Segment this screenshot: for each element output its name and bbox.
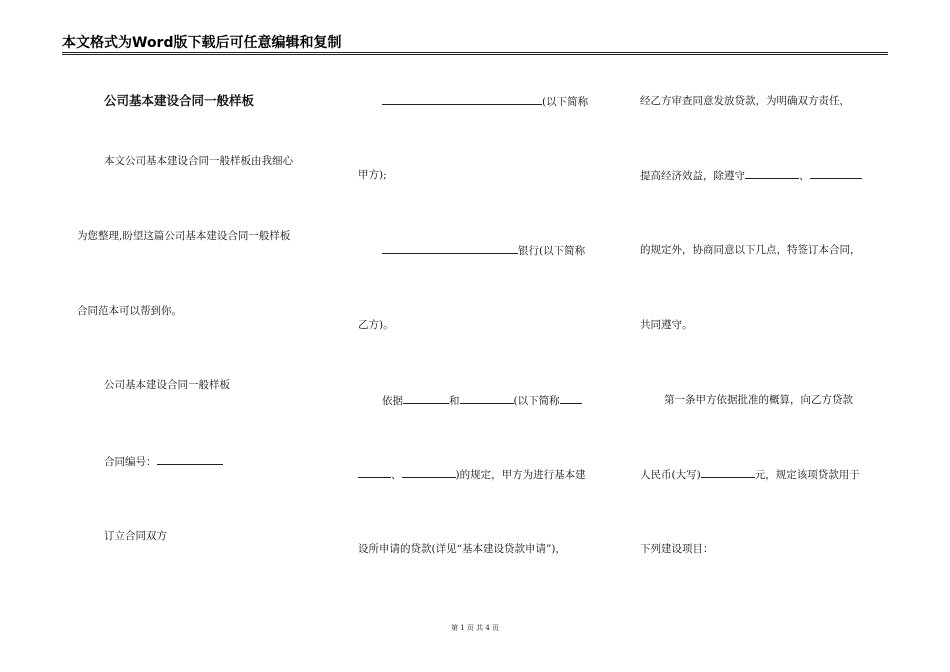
- basis-blank-2: [460, 393, 514, 404]
- contract-number-blank: [157, 454, 223, 465]
- loan-amount-blank: [701, 467, 755, 478]
- loan-amount-line: [640, 467, 860, 482]
- regulation-line: [358, 467, 586, 482]
- regulation-blank-2: [402, 467, 456, 478]
- loan-amount-label: 人民币(大写): [640, 469, 701, 481]
- basis-blank-1: [403, 393, 449, 404]
- compliance-text: 提高经济效益，除遵守: [640, 170, 745, 182]
- compliance-blank-2: [810, 168, 862, 179]
- contract-number-line: [104, 454, 223, 469]
- party-b-line: [382, 243, 585, 258]
- loan-application-line: 设所申请的贷款(详见“基本建设贷款申请”)，: [358, 543, 566, 555]
- regulation-sep: 、: [391, 469, 402, 481]
- loan-amount-suffix: 元，规定该项贷款用于: [754, 469, 860, 481]
- intro-line-1: 本文公司基本建设合同一般样板由我细心: [104, 155, 293, 167]
- agreement-line: 的规定外，协商同意以下几点，特签订本合同，: [640, 244, 861, 256]
- header-rule: [62, 52, 888, 53]
- abide-line: 共同遵守。: [640, 319, 693, 331]
- party-b-suffix: 银行(以下简称: [518, 245, 586, 257]
- party-a-suffix: (以下简称: [542, 96, 589, 108]
- basis-blank-3: [560, 393, 582, 404]
- contract-number-label: 合同编号：: [104, 456, 157, 468]
- basis-text-a: 依据: [382, 395, 403, 407]
- review-line: 经乙方审查同意发放贷款，为明确双方责任，: [640, 95, 850, 107]
- page-number: 第 1 页 共 4 页: [450, 624, 500, 632]
- contract-subtitle: 公司基本建设合同一般样板: [104, 379, 230, 391]
- contracting-parties-label: 订立合同双方: [104, 530, 167, 542]
- party-a-abbrev: 甲方);: [358, 169, 387, 181]
- compliance-line: [640, 168, 862, 183]
- regulation-blank-1: [358, 467, 391, 478]
- party-a-line: [382, 94, 588, 109]
- article-one-line: 第一条甲方依据批准的概算，向乙方贷款: [664, 394, 853, 406]
- regulation-text: )的规定，甲方为进行基本建: [455, 469, 586, 481]
- basis-line: [382, 393, 582, 408]
- compliance-sep: 、: [799, 170, 810, 182]
- basis-text-b: 和: [449, 395, 460, 407]
- party-a-blank: [382, 94, 542, 105]
- header-rule-double: [62, 54, 888, 55]
- party-b-abbrev: 乙方)。: [358, 319, 394, 331]
- document-header: 本文格式为Word版下载后可任意编辑和复制: [62, 35, 342, 51]
- intro-line-3: 合同范本可以帮到你。: [77, 305, 182, 317]
- project-list-line: 下列建设项目：: [640, 543, 714, 555]
- party-b-blank: [382, 243, 518, 254]
- intro-line-2: 为您整理,盼望这篇公司基本建设合同一般样板: [77, 230, 291, 242]
- document-title: 公司基本建设合同一般样板: [104, 93, 255, 108]
- basis-text-c: (以下简称: [513, 395, 560, 407]
- compliance-blank-1: [745, 168, 799, 179]
